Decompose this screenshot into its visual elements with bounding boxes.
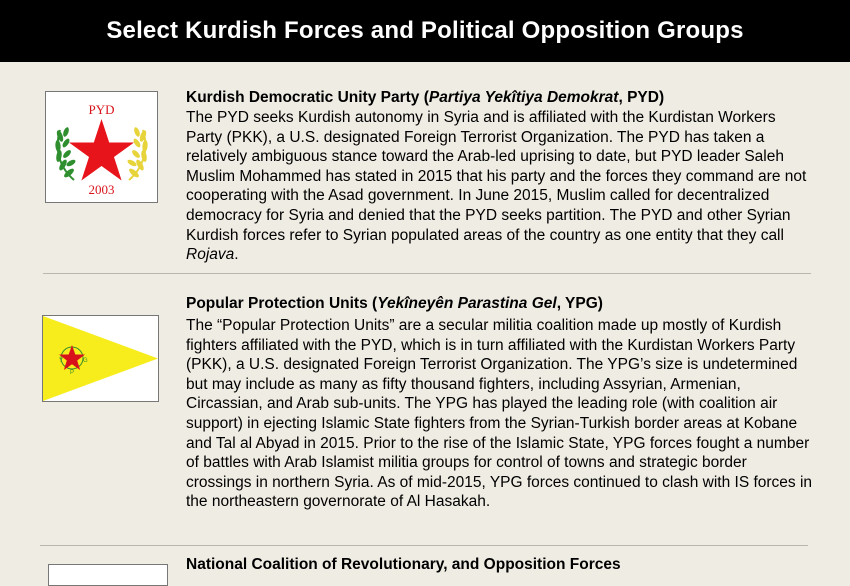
pyd-emblem-icon	[46, 92, 157, 202]
flag-letter-p: P	[70, 370, 75, 376]
entry-title-prefix: Popular Protection Units (	[186, 295, 378, 312]
pyd-logo	[45, 91, 158, 203]
pyd-logo-top-text: PYD	[88, 102, 115, 117]
entry-description-italic: Rojava	[186, 246, 235, 264]
left-wreath-icon	[55, 126, 77, 180]
entry-description-text: The PYD seeks Kurdish autonomy in Syria and is affiliated with the Kurdistan Workers Party (PKK), a U.S. designated Foreign Terrorist Organization. The PYD has taken a relatively ambiguous stance toward the Arab-led uprising to date, but PYD leader Saleh Muslim Mohammed has stated in 2015 that his party and the forces they command are not cooperating with the Asad government. In June 2015, Muslim called for decentralized democracy for Syria and denied that the PYD seeks partition. The PYD and other Syrian Kurdish forces refer to Syrian populated areas of the country as one entity that they call	[186, 109, 807, 244]
ypg-flag-icon	[43, 316, 158, 401]
entry-description-text: The “Popular Protection Units” are a secular militia coalition made up mostly of Kurdish fighters affiliated with the PYD, which is in turn affiliated with the Kurdistan Workers Party (PKK), a U.S. designated Foreign Terrorist Organization. The YPG’s size is undetermined but may include as many as fifty thousand fighters, including Assyrian, Armenian, Circassian, and Arab sub-units. The YPG has played the leading role (with coalition air support) in ejecting Islamic State fighters from the Syrian-Turkish border areas at Kobane and Tal al Abyad in 2015. Prior to the rise of the Islamic State, YPG forces fought a number of battles with Arab Islamist militia groups for control of towns and strategic border crossings in northern Syria. As of mid-2015, YPG forces continued to clash with IS forces in the northeastern governorate of Al Hasakah.	[186, 317, 813, 511]
entry-divider	[40, 545, 808, 546]
pyd-logo-year-text: 2003	[88, 182, 115, 197]
red-star-icon	[69, 119, 134, 181]
ypg-logo	[42, 315, 159, 402]
entry-description-end: .	[234, 246, 239, 264]
entry-title-pyd	[186, 88, 664, 108]
flag-letter-g: G	[83, 358, 88, 364]
entry-divider	[43, 273, 811, 274]
entry-title-prefix: National Coalition of Revolutionary, and Opposition Forces	[186, 556, 621, 573]
entry-description-pyd	[186, 108, 816, 265]
entry-title-ypg	[186, 294, 603, 314]
flag-letter-y: Y	[59, 358, 64, 364]
entry-title-native-name: Yekîneyên Parastina Gel	[377, 295, 557, 312]
entry-title-native-name: Partiya Yekîtiya Demokrat	[428, 89, 619, 106]
entry-title-suffix: , YPG)	[556, 295, 603, 312]
entry-title-suffix: , PYD)	[618, 89, 665, 106]
page-header	[0, 0, 850, 62]
entry-title-prefix: Kurdish Democratic Unity Party (	[186, 89, 429, 106]
entry-title-coalition	[186, 555, 621, 575]
entry-description-ypg	[186, 316, 816, 512]
coalition-logo	[48, 564, 168, 586]
page-title: Select Kurdish Forces and Political Opposition Groups	[106, 17, 744, 44]
right-wreath-icon	[126, 126, 148, 180]
